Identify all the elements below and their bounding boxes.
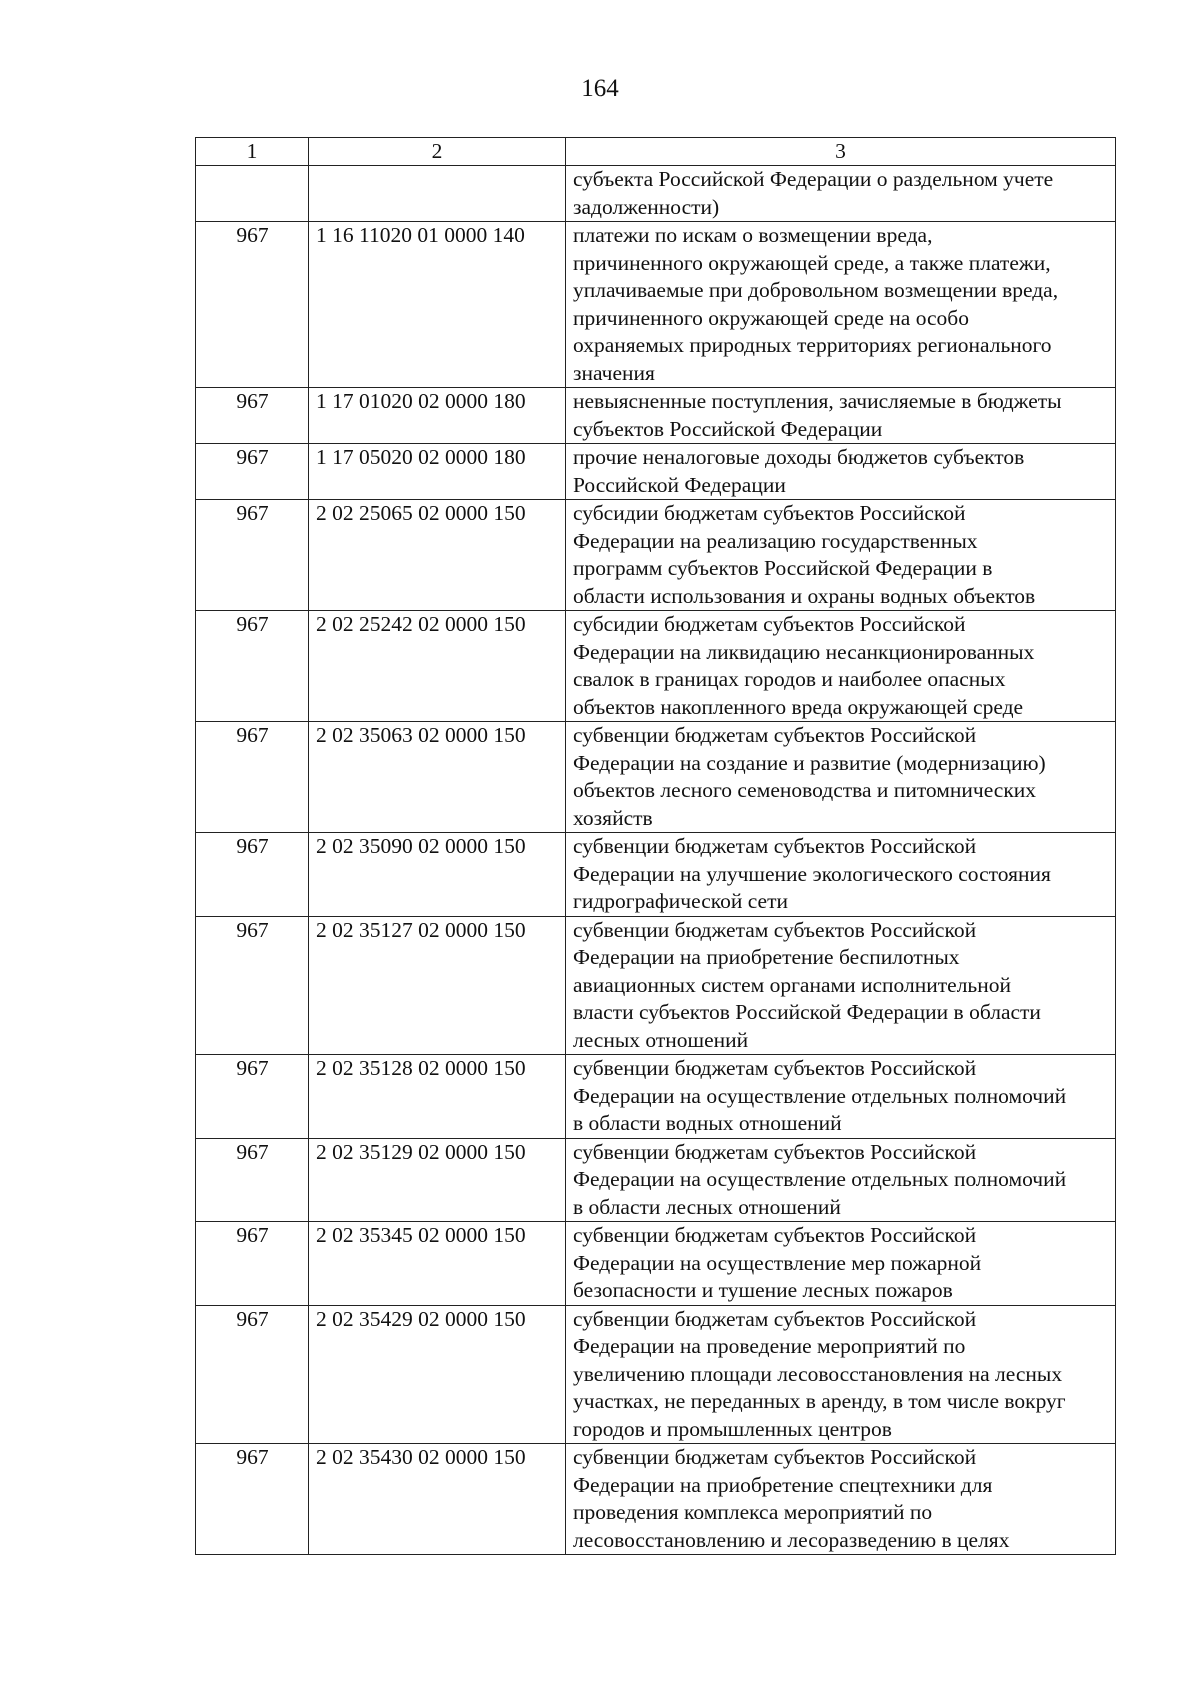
- table-row: [196, 388, 1116, 444]
- revenue-name-cell: [566, 1444, 1116, 1555]
- admin-code-cell: 967: [196, 611, 309, 722]
- table-row: [196, 722, 1116, 833]
- table-row: [196, 166, 1116, 222]
- table-row: [196, 1222, 1116, 1306]
- revenue-name-cell: [566, 611, 1116, 722]
- revenue-name-cell: [566, 916, 1116, 1055]
- revenue-name-line: Федерации на проведение мероприятий по: [573, 1334, 966, 1358]
- admin-code-cell: 967: [196, 1305, 309, 1444]
- revenue-name-line: гидрографической сети: [573, 889, 788, 913]
- revenue-name-line: Российской Федерации: [573, 472, 786, 497]
- revenue-name-line: Федерации на осуществление отдельных полномочий: [573, 1167, 1067, 1191]
- revenue-name-line: Федерации на осуществление мер пожарной: [573, 1250, 982, 1275]
- revenue-name-line: субъектов Российской Федерации: [573, 416, 883, 441]
- admin-code-cell: 967: [196, 1055, 309, 1139]
- revenue-name-line: в области лесных отношений: [573, 1194, 841, 1219]
- revenue-name-cell: [566, 444, 1116, 500]
- header-col-2: 2: [309, 138, 566, 166]
- revenue-code-cell: [309, 166, 566, 222]
- revenue-name-line: лесных отношений: [573, 1027, 749, 1052]
- header-col-1: 1: [196, 138, 309, 166]
- revenue-name-line: области использования и охраны водных объектов: [573, 583, 1036, 608]
- revenue-codes-table: [195, 137, 1116, 1555]
- revenue-name-line: лесовосстановлению и лесоразведению в целях: [573, 1527, 1010, 1552]
- table-row: [196, 222, 1116, 388]
- revenue-name-line: Федерации на приобретение спецтехники для: [573, 1472, 993, 1497]
- revenue-name-line: прочие неналоговые доходы бюджетов субъектов: [573, 445, 1025, 469]
- revenue-name-cell: [566, 722, 1116, 833]
- revenue-code-cell: 2 02 25065 02 0000 150: [309, 500, 566, 611]
- revenue-name-line: Федерации на улучшение экологического состояния: [573, 861, 1051, 886]
- admin-code-cell: [196, 166, 309, 222]
- revenue-name-line: авиационных систем органами исполнительной: [573, 972, 1011, 997]
- revenue-code-cell: 1 17 01020 02 0000 180: [309, 388, 566, 444]
- revenue-name-line: субвенции бюджетам субъектов Российской: [573, 1056, 977, 1080]
- revenue-code-cell: 1 17 05020 02 0000 180: [309, 444, 566, 500]
- revenue-name-cell: [566, 1055, 1116, 1139]
- table-row: [196, 1305, 1116, 1444]
- admin-code-cell: 967: [196, 916, 309, 1055]
- revenue-name-line: причиненного окружающей среде, а также платежи,: [573, 250, 1051, 275]
- revenue-name-line: задолженности): [573, 194, 720, 219]
- table-row: [196, 1138, 1116, 1222]
- revenue-name-line: значения: [573, 360, 655, 385]
- revenue-name-cell: [566, 500, 1116, 611]
- revenue-name-line: охраняемых природных территориях регионального: [573, 333, 1052, 357]
- admin-code-cell: 967: [196, 388, 309, 444]
- revenue-name-line: субвенции бюджетам субъектов Российской: [573, 1306, 977, 1331]
- table-row: [196, 444, 1116, 500]
- revenue-name-cell: [566, 222, 1116, 388]
- table-row: [196, 1444, 1116, 1555]
- revenue-name-cell: [566, 1138, 1116, 1222]
- revenue-name-cell: [566, 166, 1116, 222]
- revenue-name-cell: [566, 833, 1116, 917]
- admin-code-cell: 967: [196, 833, 309, 917]
- revenue-name-line: Федерации на приобретение беспилотных: [573, 945, 960, 969]
- revenue-name-line: причиненного окружающей среде на особо: [573, 305, 969, 330]
- revenue-name-cell: [566, 1305, 1116, 1444]
- revenue-name-cell: [566, 1222, 1116, 1306]
- page-number: 164: [581, 75, 619, 102]
- revenue-name-line: платежи по искам о возмещении вреда,: [573, 223, 933, 247]
- revenue-name-line: субвенции бюджетам субъектов Российской: [573, 834, 977, 858]
- revenue-name-line: участках, не переданных в аренду, в том числе вокруг: [573, 1389, 1066, 1413]
- revenue-code-cell: 2 02 35127 02 0000 150: [309, 916, 566, 1055]
- revenue-name-line: субвенции бюджетам субъектов Российской: [573, 1139, 977, 1164]
- revenue-name-line: Федерации на создание и развитие (модернизацию): [573, 750, 1046, 775]
- revenue-name-line: власти субъектов Российской Федерации в области: [573, 1000, 1041, 1024]
- revenue-code-cell: 1 16 11020 01 0000 140: [309, 222, 566, 388]
- table-row: [196, 916, 1116, 1055]
- revenue-name-line: объектов лесного семеноводства и питомнических: [573, 778, 1037, 802]
- revenue-code-cell: 2 02 35063 02 0000 150: [309, 722, 566, 833]
- revenue-code-cell: 2 02 35345 02 0000 150: [309, 1222, 566, 1306]
- revenue-code-cell: 2 02 35430 02 0000 150: [309, 1444, 566, 1555]
- revenue-name-line: невыясненные поступления, зачисляемые в бюджеты: [573, 389, 1062, 413]
- revenue-code-cell: 2 02 35128 02 0000 150: [309, 1055, 566, 1139]
- revenue-name-line: Федерации на осуществление отдельных полномочий: [573, 1083, 1067, 1108]
- revenue-name-line: Федерации на ликвидацию несанкционированных: [573, 639, 1035, 664]
- revenue-name-line: уплачиваемые при добровольном возмещении вреда,: [573, 278, 1059, 302]
- revenue-name-line: увеличению площади лесовосстановления на лесных: [573, 1361, 1063, 1386]
- revenue-name-line: объектов накопленного вреда окружающей среде: [573, 694, 1024, 719]
- admin-code-cell: 967: [196, 1222, 309, 1306]
- admin-code-cell: 967: [196, 222, 309, 388]
- revenue-name-line: Федерации на реализацию государственных: [573, 528, 978, 553]
- admin-code-cell: 967: [196, 444, 309, 500]
- revenue-name-line: программ субъектов Российской Федерации в: [573, 556, 993, 580]
- revenue-name-line: в области водных отношений: [573, 1111, 842, 1135]
- admin-code-cell: 967: [196, 722, 309, 833]
- table-body: [196, 166, 1116, 1555]
- header-col-3: 3: [566, 138, 1116, 166]
- revenue-name-line: субсидии бюджетам субъектов Российской: [573, 501, 966, 525]
- revenue-code-cell: 2 02 35129 02 0000 150: [309, 1138, 566, 1222]
- revenue-code-cell: 2 02 25242 02 0000 150: [309, 611, 566, 722]
- revenue-code-cell: 2 02 35090 02 0000 150: [309, 833, 566, 917]
- revenue-name-line: проведения комплекса мероприятий по: [573, 1500, 933, 1524]
- table-row: [196, 1055, 1116, 1139]
- revenue-name-line: свалок в границах городов и наиболее опасных: [573, 667, 1006, 691]
- revenue-code-cell: 2 02 35429 02 0000 150: [309, 1305, 566, 1444]
- revenue-name-line: городов и промышленных центров: [573, 1416, 892, 1441]
- revenue-name-line: субъекта Российской Федерации о раздельном учете: [573, 167, 1054, 191]
- table-row: [196, 500, 1116, 611]
- table-row: [196, 611, 1116, 722]
- admin-code-cell: 967: [196, 1444, 309, 1555]
- admin-code-cell: 967: [196, 500, 309, 611]
- revenue-name-line: субвенции бюджетам субъектов Российской: [573, 1223, 977, 1247]
- revenue-name-line: хозяйств: [573, 805, 653, 830]
- admin-code-cell: 967: [196, 1138, 309, 1222]
- revenue-name-line: субвенции бюджетам субъектов Российской: [573, 917, 977, 942]
- table-header-row: [196, 138, 1116, 166]
- revenue-name-line: субсидии бюджетам субъектов Российской: [573, 612, 966, 636]
- table-row: [196, 833, 1116, 917]
- revenue-name-line: субвенции бюджетам субъектов Российской: [573, 723, 977, 747]
- revenue-name-line: безопасности и тушение лесных пожаров: [573, 1278, 953, 1302]
- revenue-name-cell: [566, 388, 1116, 444]
- revenue-name-line: субвенции бюджетам субъектов Российской: [573, 1445, 977, 1469]
